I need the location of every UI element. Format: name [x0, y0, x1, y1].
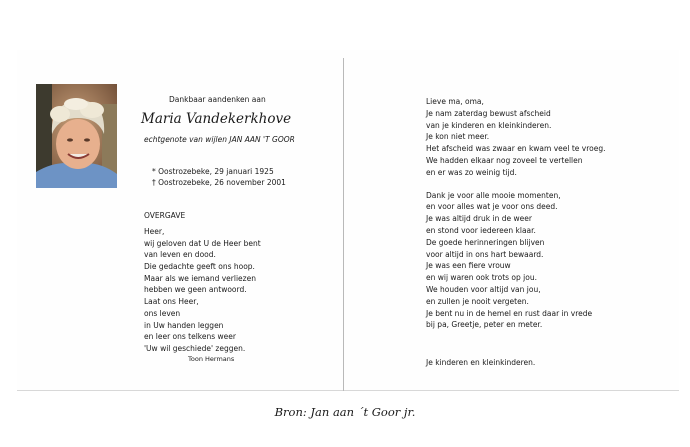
- poem-line: wij geloven dat U de Heer bent: [144, 238, 261, 248]
- deceased-name: Maria Vandekerkhove: [141, 111, 292, 127]
- text-line: en stond voor iedereen klaar.: [426, 225, 536, 235]
- text-line: en voor alles wat je voor ons deed.: [426, 202, 558, 212]
- text-line: bij pa, Greetje, peter en meter.: [426, 320, 543, 330]
- text-line: We houden voor altijd van jou,: [426, 284, 541, 294]
- text-line: voor altijd in ons hart bewaard.: [426, 249, 544, 259]
- poem-line: ons leven: [144, 308, 181, 318]
- poem-title: OVERGAVE: [144, 211, 186, 220]
- birth-line: * Oostrozebeke, 29 januari 1925: [152, 167, 274, 176]
- portrait-photo: [36, 84, 117, 188]
- text-line: We hadden elkaar nog zoveel te vertellen: [426, 155, 583, 165]
- poem-line: Heer,: [144, 227, 165, 236]
- card-heading: Dankbaar aandenken aan: [169, 95, 266, 104]
- text-line: en er was zo weinig tijd.: [426, 167, 517, 177]
- poem-line: hebben we geen antwoord.: [144, 285, 247, 295]
- poem-line: in Uw handen leggen: [144, 320, 224, 330]
- source-caption: Bron: Jan aan ´t Goor jr.: [274, 405, 416, 419]
- poem-line: van leven en dood.: [144, 250, 216, 260]
- card-fold-line: [343, 58, 344, 391]
- poem-overgave: [144, 226, 261, 355]
- death-line: † Oostrozebeke, 26 november 2001: [152, 178, 286, 187]
- stanza-gap: [426, 179, 606, 190]
- poem-line: Die gedachte geeft ons hoop.: [144, 262, 255, 272]
- spouse-line: echtgenote van wijlen JAN AAN 'T GOOR: [144, 135, 295, 144]
- text-line: Je nam zaterdag bewust afscheid: [426, 108, 551, 118]
- text-line: en zullen je nooit vergeten.: [426, 296, 529, 306]
- poem-author: Toon Hermans: [188, 355, 235, 363]
- text-line: Je was altijd druk in de weer: [426, 214, 532, 224]
- text-line: van je kinderen en kleinkinderen.: [426, 120, 552, 130]
- text-line: Dank je voor alle mooie momenten,: [426, 190, 561, 200]
- text-line: De goede herinneringen blijven: [426, 237, 545, 247]
- farewell-text: [426, 96, 606, 331]
- text-line: Lieve ma, oma,: [426, 97, 484, 106]
- text-line: Het afscheid was zwaar en kwam veel te vroeg.: [426, 144, 606, 154]
- poem-line: 'Uw wil geschiede' zeggen.: [144, 343, 246, 353]
- signature-line: Je kinderen en kleinkinderen.: [426, 358, 536, 367]
- text-line: en wij waren ook trots op jou.: [426, 273, 537, 283]
- text-line: Je kon niet meer.: [426, 132, 490, 142]
- poem-line: en leer ons telkens weer: [144, 332, 236, 342]
- poem-line: Laat ons Heer,: [144, 297, 199, 307]
- text-line: Je bent nu in de hemel en rust daar in vrede: [426, 308, 593, 318]
- text-line: Je was een fiere vrouw: [426, 261, 511, 271]
- poem-line: Maar als we iemand verliezen: [144, 273, 256, 283]
